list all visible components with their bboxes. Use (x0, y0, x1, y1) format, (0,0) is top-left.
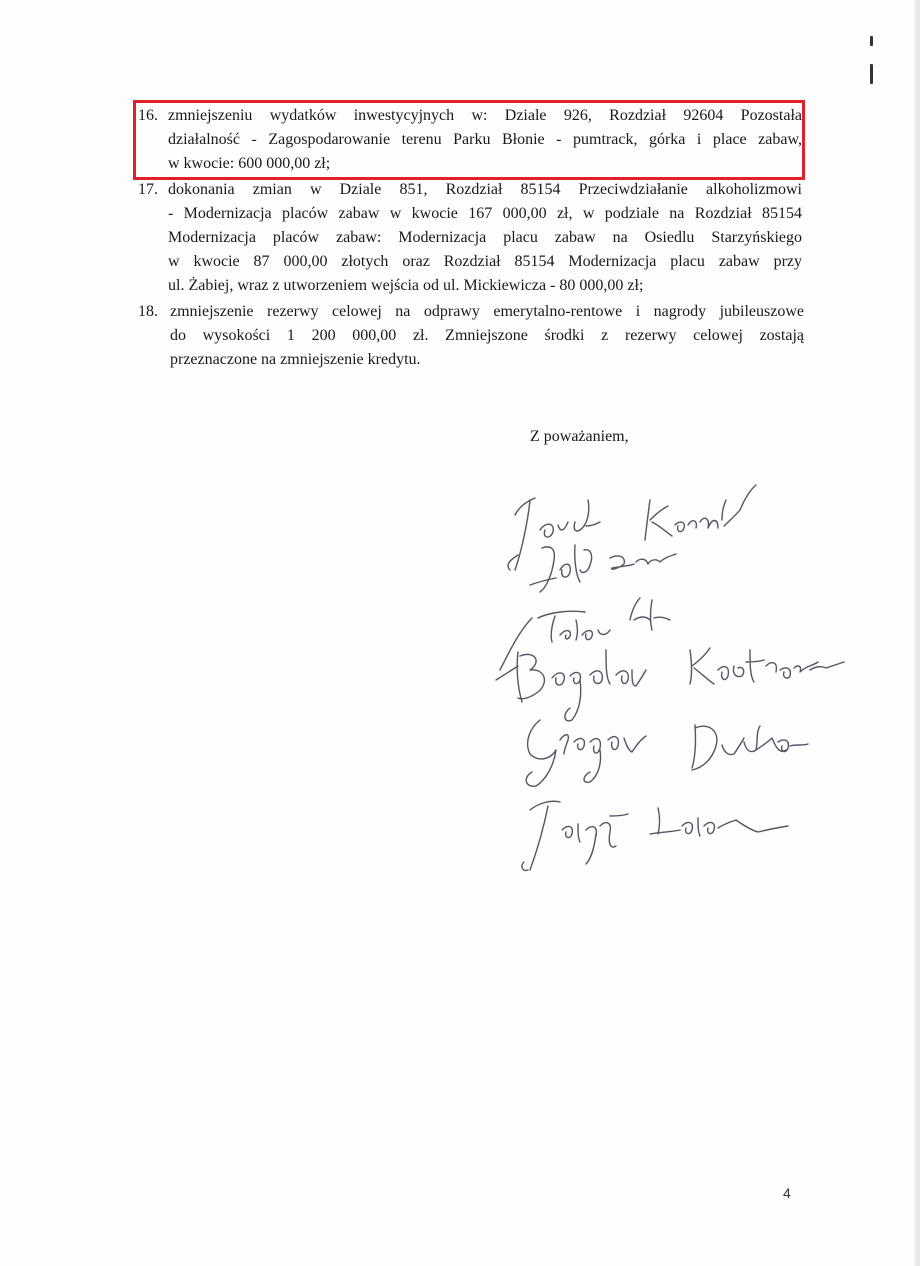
scan-mark-bottom (870, 64, 873, 84)
signature-2 (530, 545, 676, 592)
item-line: zmniejszeniu wydatków inwestycyjnych w: Dziale 926, Rozdział 92604 Pozostała (168, 107, 802, 124)
item-line: zmniejszenie rezerwy celowej na odprawy emerytalno-rentowe i nagrody jubileuszowe (170, 303, 804, 320)
item-number: 18. (138, 303, 158, 320)
item-number: 16. (138, 107, 158, 124)
signature-3 (496, 598, 670, 680)
item-line: w kwocie 87 000,00 złotych oraz Rozdział 85154 Modernizacja placu zabaw przy (168, 253, 802, 270)
item-line: działalność - Zagospodarowanie terenu Parku Błonie - pumtrack, górka i place zabaw, (168, 131, 802, 148)
item-line: przeznaczone na zmniejszenie kredytu. (170, 351, 421, 368)
scan-mark-top (870, 36, 873, 46)
signature-1 (508, 485, 756, 570)
scan-edge (914, 0, 920, 1266)
signature-4 (517, 648, 844, 721)
signature-6 (522, 801, 788, 870)
list-item-16 (138, 104, 810, 176)
closing-salutation: Z poważaniem, (530, 428, 629, 445)
item-line: ul. Żabiej, wraz z utworzeniem wejścia od ul. Mickiewicza - 80 000,00 zł; (168, 277, 644, 294)
item-line: w kwocie: 600 000,00 zł; (168, 155, 331, 172)
item-line: do wysokości 1 200 000,00 zł. Zmniejszone środki z rezerwy celowej zostają (170, 327, 804, 344)
page-number: 4 (783, 1185, 791, 1201)
item-line: dokonania zmian w Dziale 851, Rozdział 85154 Przeciwdziałanie alkoholizmowi (168, 181, 802, 198)
item-line: Modernizacja placów zabaw: Modernizacja placu zabaw na Osiedlu Starzyńskiego (168, 229, 802, 246)
list-item-18 (138, 300, 810, 372)
item-number: 17. (138, 181, 158, 198)
signature-block (460, 470, 860, 890)
numbered-list (138, 104, 810, 372)
signature-5 (526, 720, 808, 786)
item-line: - Modernizacja placów zabaw w kwocie 167 000,00 zł, w podziale na Rozdział 85154 (168, 205, 802, 222)
list-item-17 (138, 178, 810, 298)
